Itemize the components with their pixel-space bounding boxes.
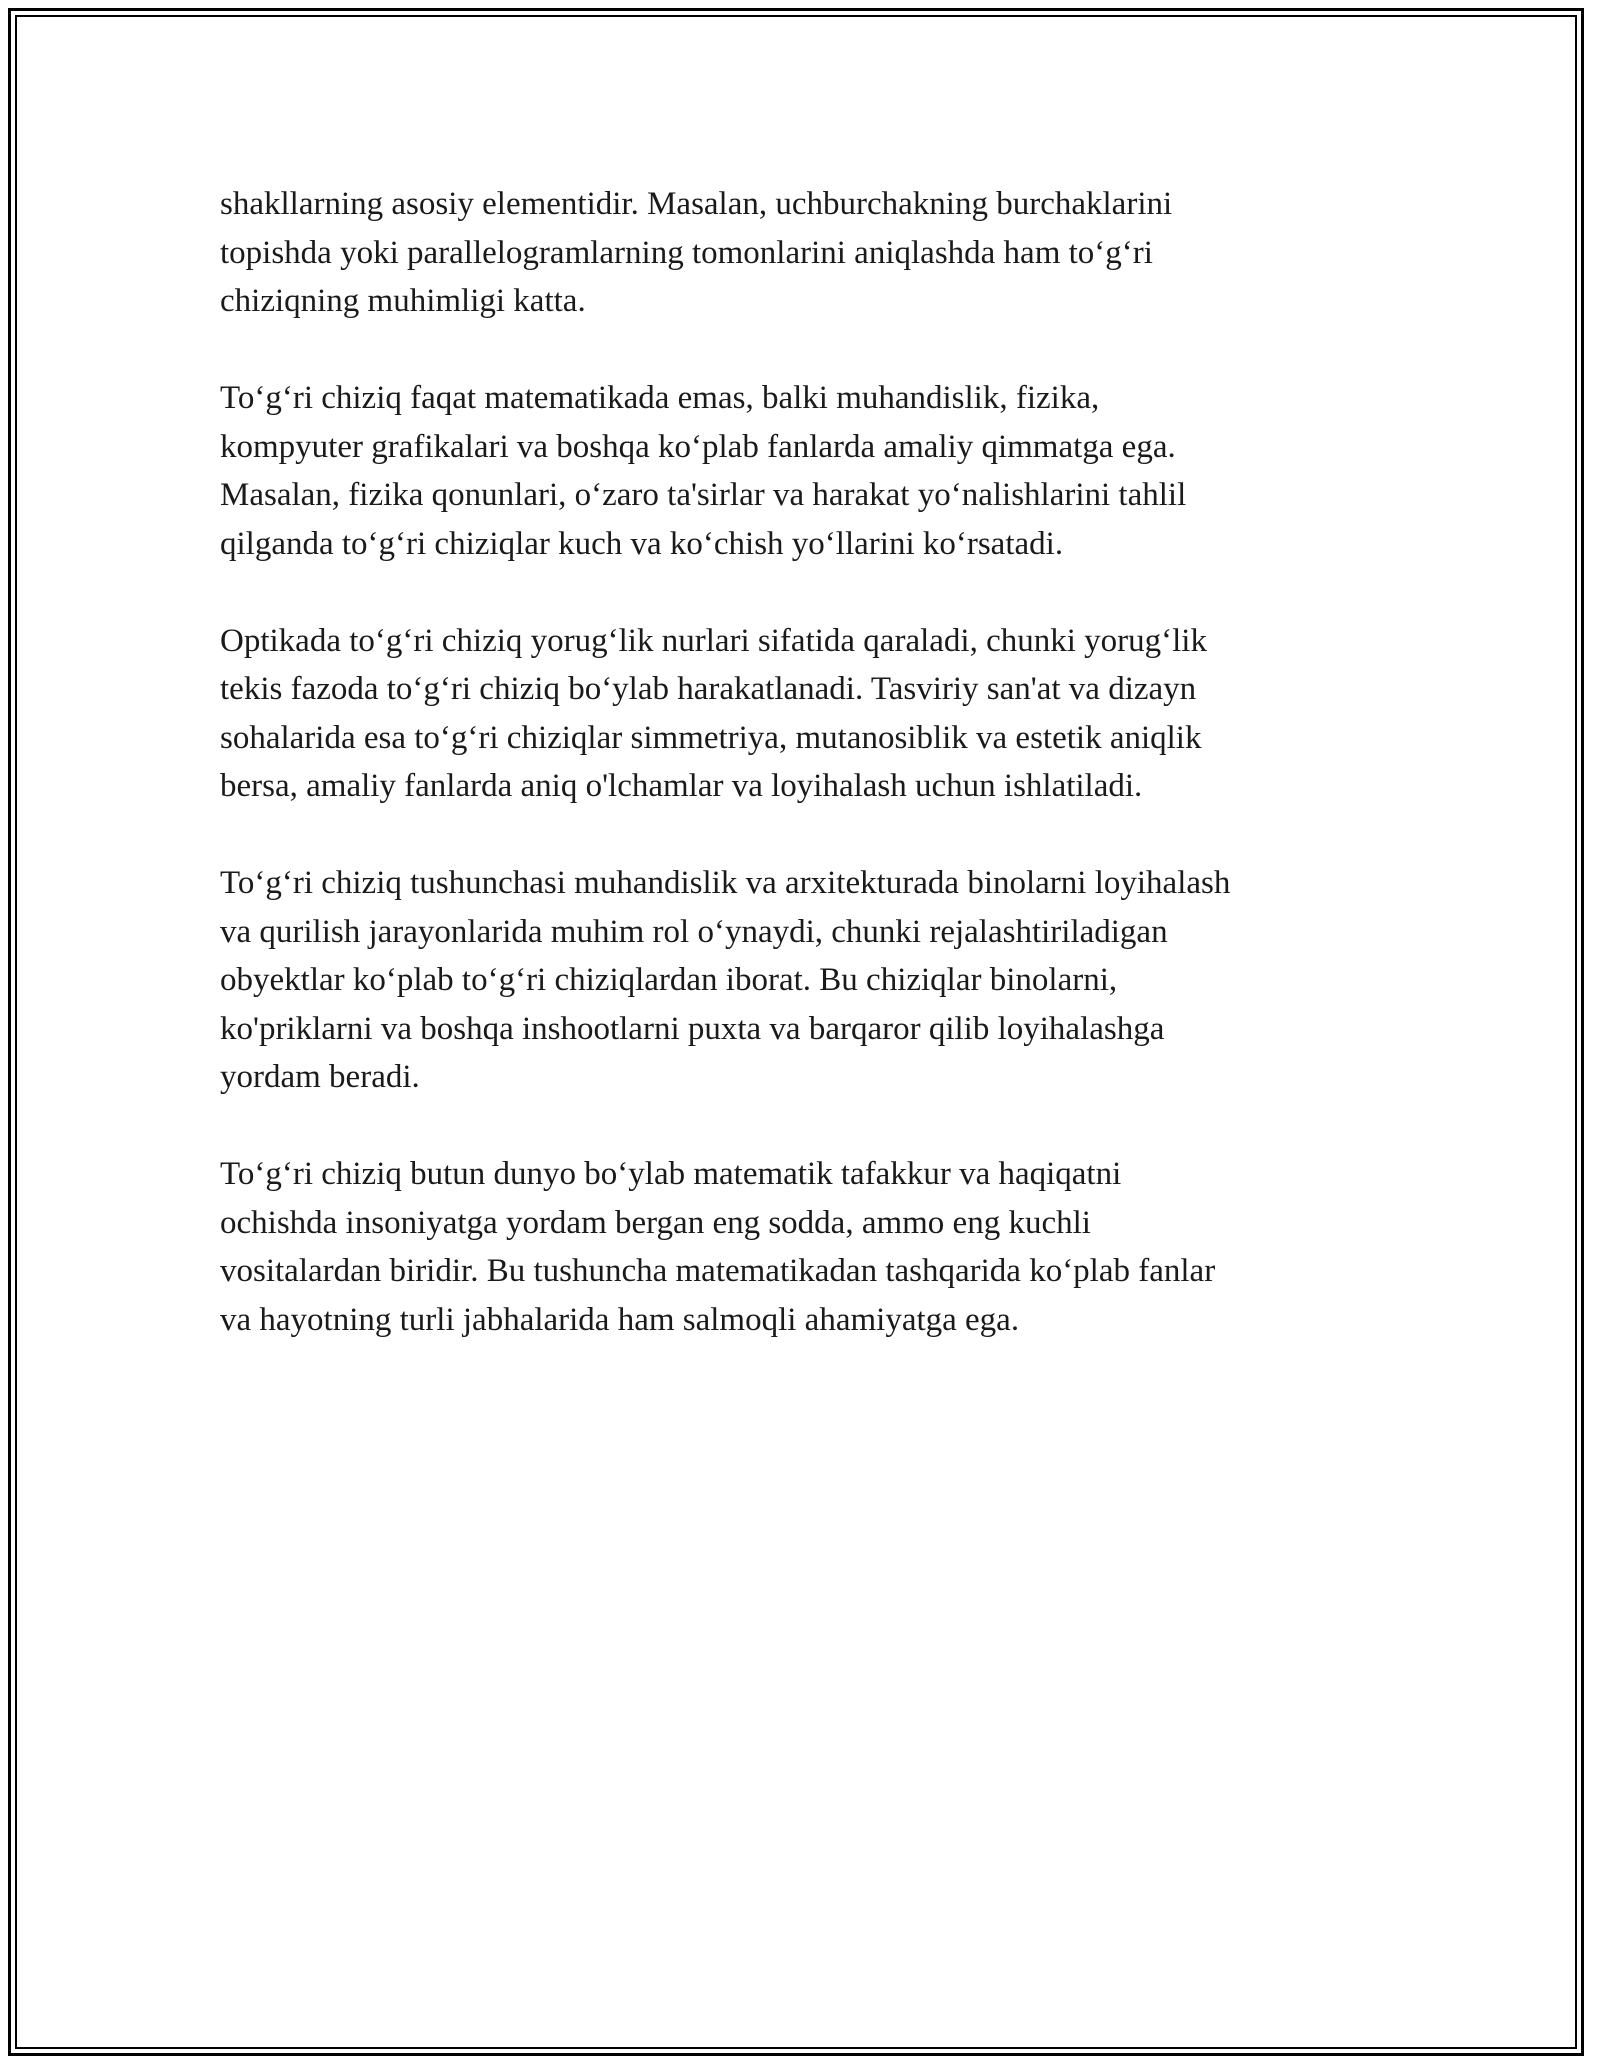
document-body xyxy=(220,180,1400,1393)
text-line: chiziqning muhimligi katta. xyxy=(220,283,586,319)
text-line: yordam beradi. xyxy=(220,1059,420,1095)
paragraph-3 xyxy=(220,617,1400,811)
text-line: vositalardan biridir. Bu tushuncha matematikadan tashqarida ko‘plab fanlar xyxy=(220,1253,1216,1289)
paragraph-2 xyxy=(220,374,1400,568)
text-line: To‘g‘ri chiziq tushunchasi muhandislik va arxitekturada binolarni loyihalash xyxy=(220,865,1231,901)
text-line: ko'priklarni va boshqa inshootlarni puxta va barqaror qilib loyihalashga xyxy=(220,1010,1165,1047)
text-line: ochishda insoniyatga yordam bergan eng sodda, ammo eng kuchli xyxy=(220,1204,1091,1241)
paragraph-5 xyxy=(220,1150,1400,1344)
text-line: shakllarning asosiy elementidir. Masalan, uchburchakning burchaklarini xyxy=(220,186,1173,222)
text-line: To‘g‘ri chiziq butun dunyo bo‘ylab matematik tafakkur va haqiqatni xyxy=(220,1156,1122,1192)
paragraph-4 xyxy=(220,859,1400,1102)
text-line: Masalan, fizika qonunlari, o‘zaro ta'sirlar va harakat yo‘nalishlarini tahlil xyxy=(220,477,1187,513)
text-line: bersa, amaliy fanlarda aniq o'lchamlar va loyihalash uchun ishlatiladi. xyxy=(220,768,1143,804)
text-line: topishda yoki parallelogramlarning tomonlarini aniqlashda ham to‘g‘ri xyxy=(220,234,1153,271)
text-line: To‘g‘ri chiziq faqat matematikada emas, balki muhandislik, fizika, xyxy=(220,380,1100,416)
text-line: kompyuter grafikalari va boshqa ko‘plab fanlarda amaliy qimmatga ega. xyxy=(220,428,1176,465)
text-line: obyektlar ko‘plab to‘g‘ri chiziqlardan iborat. Bu chiziqlar binolarni, xyxy=(220,962,1118,998)
text-line: qilganda to‘g‘ri chiziqlar kuch va ko‘chish yo‘llarini ko‘rsatadi. xyxy=(220,525,1064,562)
text-line: va qurilish jarayonlarida muhim rol o‘ynaydi, chunki rejalashtiriladigan xyxy=(220,913,1168,950)
text-line: sohalarida esa to‘g‘ri chiziqlar simmetriya, mutanosiblik va estetik aniqlik xyxy=(220,719,1202,756)
paragraph-1 xyxy=(220,180,1400,326)
text-line: va hayotning turli jabhalarida ham salmoqli ahamiyatga ega. xyxy=(220,1301,1020,1338)
text-line: Optikada to‘g‘ri chiziq yorug‘lik nurlari sifatida qaraladi, chunki yorug‘lik xyxy=(220,622,1207,659)
text-line: tekis fazoda to‘g‘ri chiziq bo‘ylab harakatlanadi. Tasviriy san'at va dizayn xyxy=(220,671,1197,707)
